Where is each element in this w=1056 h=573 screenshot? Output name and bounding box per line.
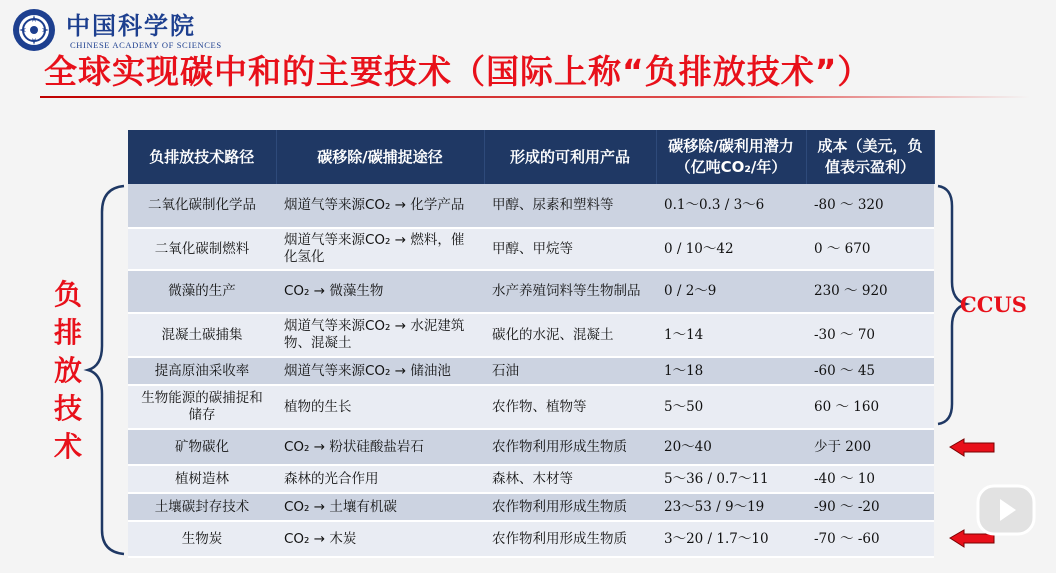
header-cost: 成本（美元，负值表示盈利） [806,130,934,184]
org-name-en: CHINESE ACADEMY OF SCIENCES [70,40,222,50]
cell-pathway: 生物能源的碳捕捉和储存 [128,385,276,429]
cell-route: 森林的光合作用 [276,465,484,493]
cell-potential: 3～20 / 1.7～10 [656,521,806,557]
cell-products: 森林、木材等 [484,465,656,493]
cell-cost: 0 ～ 670 [806,228,934,270]
cell-potential: 5～50 [656,385,806,429]
cell-cost: -70 ～ -60 [806,521,934,557]
cell-products: 水产养殖饲料等生物制品 [484,270,656,313]
cell-potential: 0 / 2～9 [656,270,806,313]
cell-route: 烟道气等来源CO₂ → 水泥建筑物、混凝土 [276,313,484,357]
cell-route: CO₂ → 木炭 [276,521,484,557]
cell-cost: 230 ～ 920 [806,270,934,313]
cell-route: CO₂ → 微藻生物 [276,270,484,313]
cell-pathway: 生物炭 [128,521,276,557]
cell-cost: 60 ～ 160 [806,385,934,429]
negative-emission-label: 负排放技术 [53,278,82,463]
cell-pathway: 二氧化碳制化学品 [128,184,276,228]
cell-potential: 20～40 [656,429,806,465]
cell-cost: -60 ～ 45 [806,357,934,385]
page-title: 全球实现碳中和的主要技术（国际上称“负排放技术”） [44,52,872,91]
cell-potential: 5～36 / 0.7～11 [656,465,806,493]
cell-cost: -90 ～ -20 [806,493,934,521]
cell-potential: 0 / 10～42 [656,228,806,270]
cell-products: 农作物、植物等 [484,385,656,429]
header-products: 形成的可利用产品 [484,130,656,184]
ccus-label: CCUS [960,292,1027,317]
cell-pathway: 二氧化碳制燃料 [128,228,276,270]
cell-potential: 1～14 [656,313,806,357]
cell-route: 烟道气等来源CO₂ → 储油池 [276,357,484,385]
org-name: 中国科学院 [66,11,196,40]
cell-pathway: 矿物碳化 [128,429,276,465]
cell-route: 烟道气等来源CO₂ → 燃料，催化氢化 [276,228,484,270]
cell-route: CO₂ → 粉状硅酸盐岩石 [276,429,484,465]
header-pathway: 负排放技术路径 [128,130,276,184]
cell-products: 甲醇、尿素和塑料等 [484,184,656,228]
left-curly-brace-icon [88,186,124,554]
cell-products: 碳化的水泥、混凝土 [484,313,656,357]
cell-route: 植物的生长 [276,385,484,429]
cell-potential: 0.1～0.3 / 3～6 [656,184,806,228]
cell-potential: 23～53 / 9～19 [656,493,806,521]
cell-route: 烟道气等来源CO₂ → 化学产品 [276,184,484,228]
cell-cost: 少于 200 [806,429,934,465]
cell-cost: -40 ～ 10 [806,465,934,493]
cell-products: 石油 [484,357,656,385]
cell-cost: -80 ～ 320 [806,184,934,228]
cell-potential: 1～18 [656,357,806,385]
cell-pathway: 混凝土碳捕集 [128,313,276,357]
red-arrow-icon [950,439,994,456]
cell-pathway: 提高原油采收率 [128,357,276,385]
play-button-icon[interactable] [976,484,1036,536]
cell-cost: -30 ～ 70 [806,313,934,357]
cell-route: CO₂ → 土壤有机碳 [276,493,484,521]
cell-pathway: 植树造林 [128,465,276,493]
cell-pathway: 土壤碳封存技术 [128,493,276,521]
header-capture-route: 碳移除/碳捕捉途径 [276,130,484,184]
cell-products: 农作物利用形成生物质 [484,429,656,465]
cell-pathway: 微藻的生产 [128,270,276,313]
cell-products: 农作物利用形成生物质 [484,521,656,557]
cell-products: 农作物利用形成生物质 [484,493,656,521]
header-potential: 碳移除/碳利用潜力（亿吨CO₂/年） [656,130,806,184]
cell-products: 甲醇、甲烷等 [484,228,656,270]
